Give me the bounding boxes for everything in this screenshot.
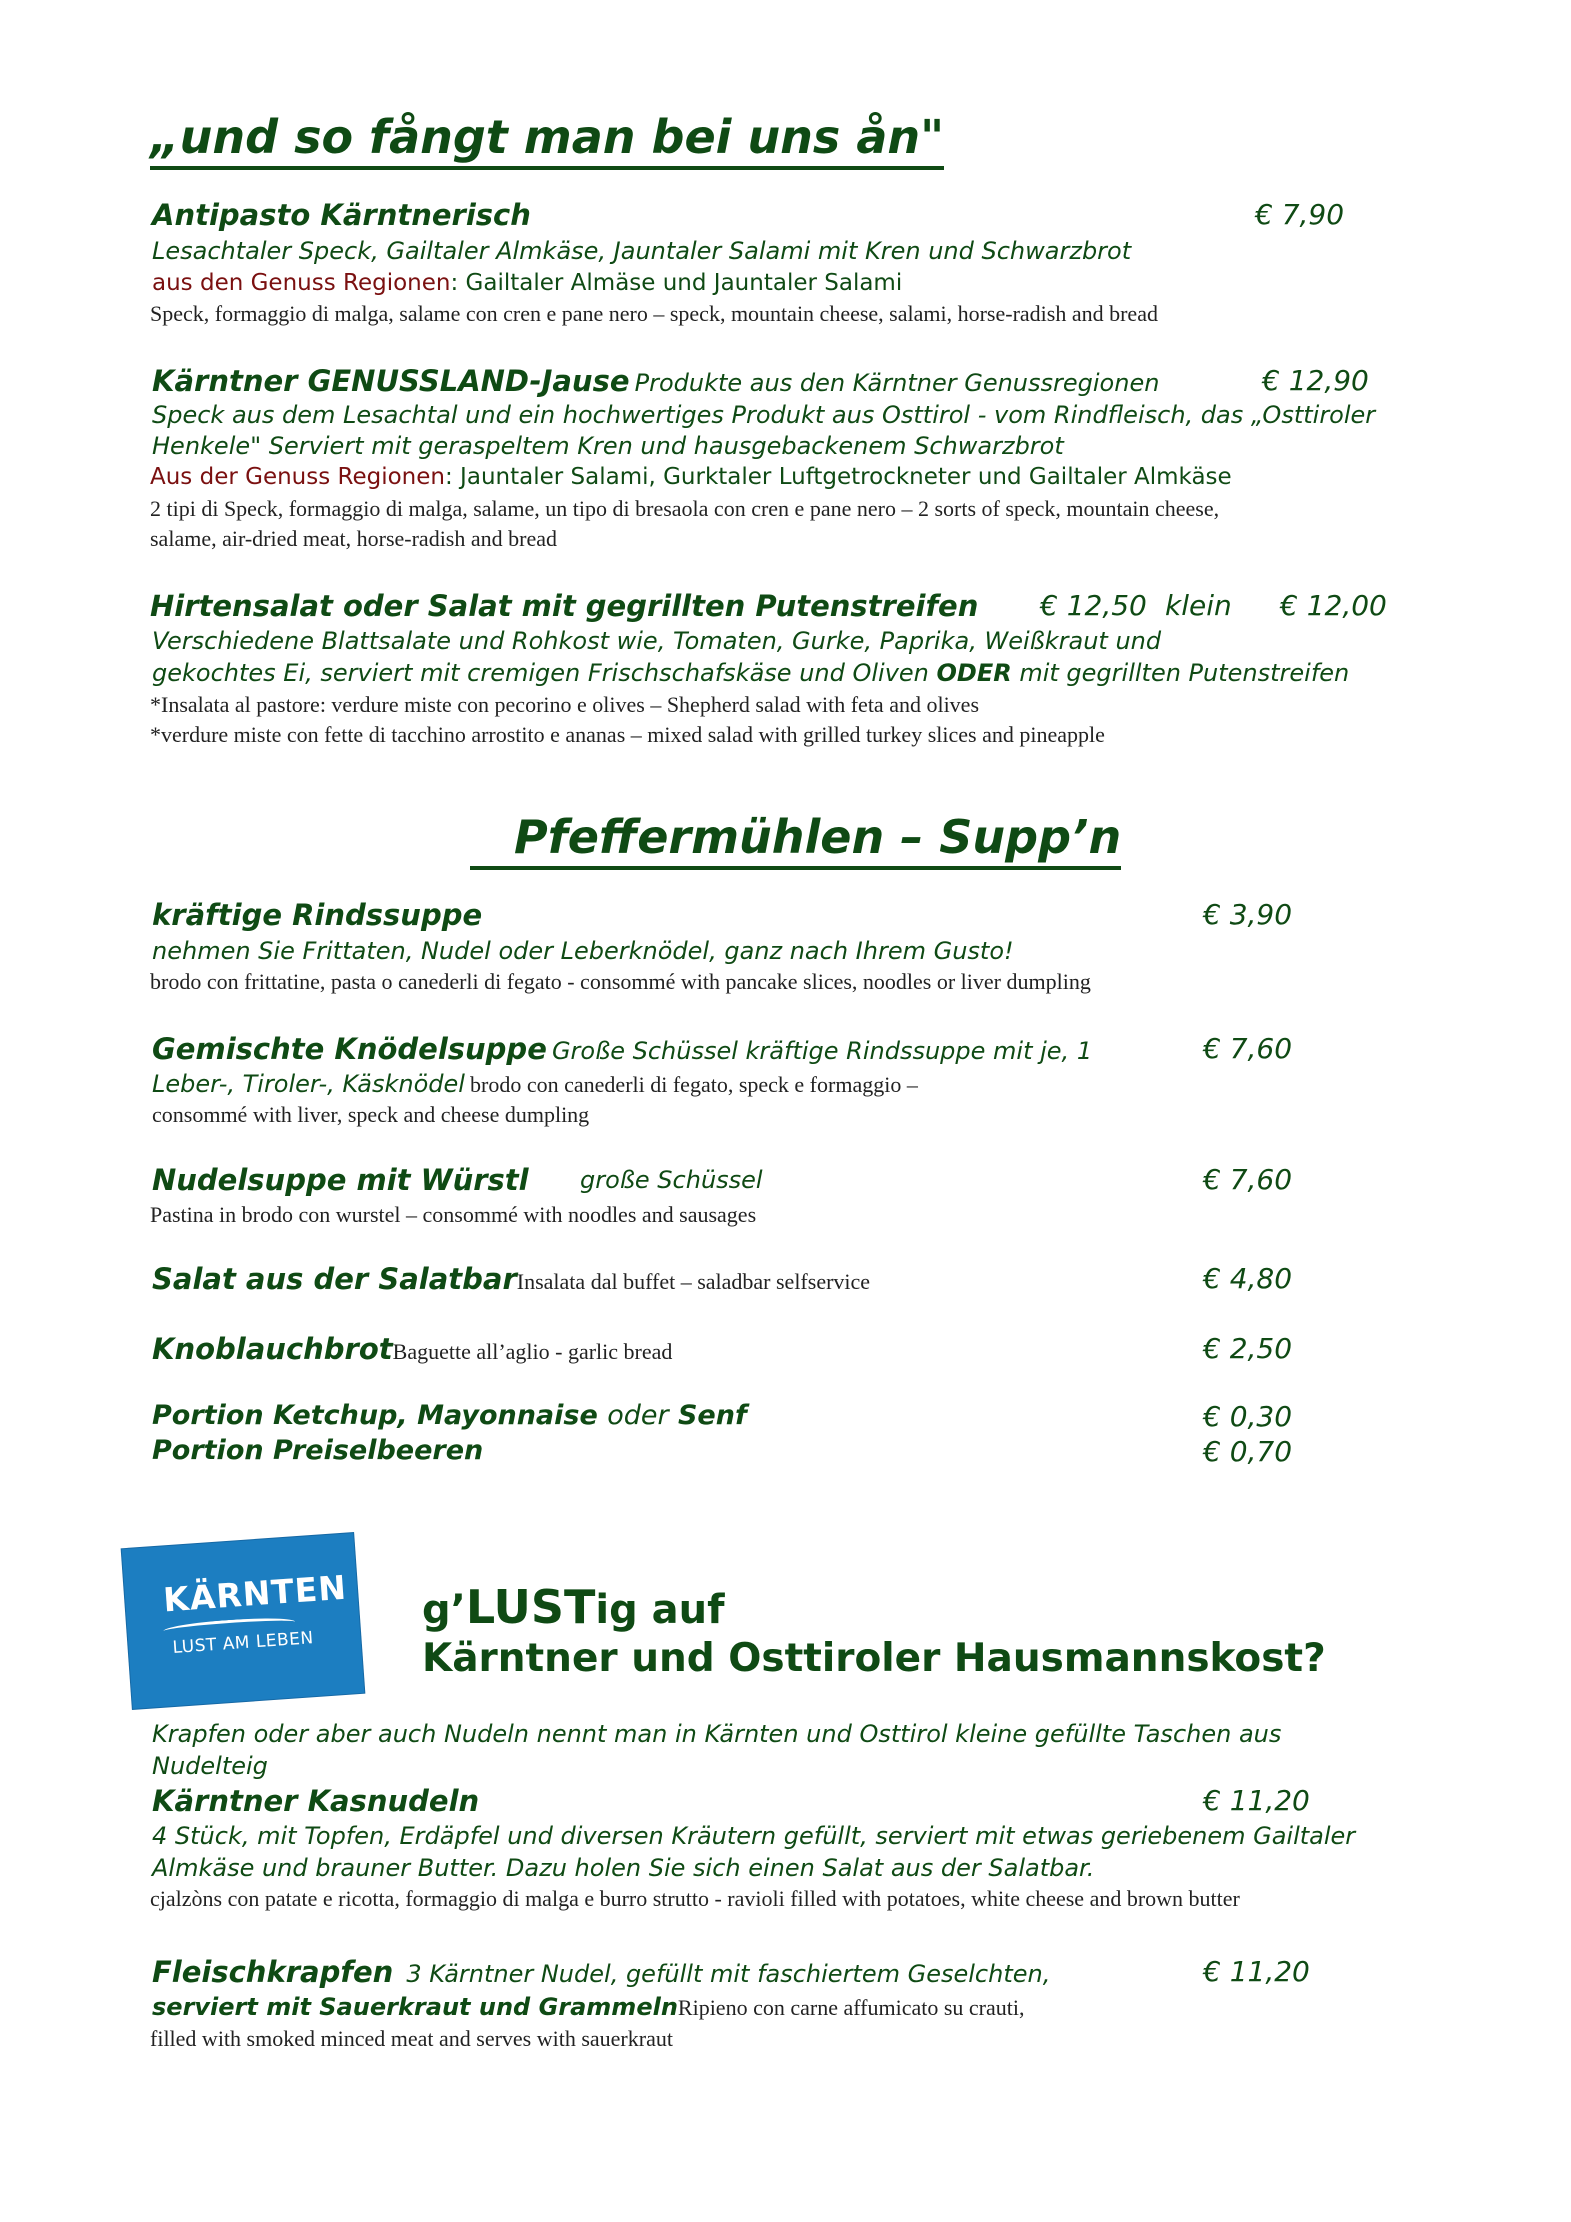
starters-title: „und so fångt man bei uns ån" <box>150 110 944 170</box>
extras-line1 <box>152 1400 747 1431</box>
salad-small-price: € 12,00 <box>1280 589 1387 622</box>
knoedelsuppe-header <box>152 1032 1092 1066</box>
salad-desc2-c: mit gegrillten Putenstreifen <box>1011 659 1350 687</box>
jause-desc1: Speck aus dem Lesachtal und ein hochwertiges Produkt aus Osttirol - vom Rindfleisch, das „Osttiroler <box>152 401 1376 429</box>
kasnudeln-desc1: 4 Stück, mit Topfen, Erdäpfel und diversen Kräutern gefüllt, serviert mit etwas geriebenem Gailtaler <box>152 1822 1356 1850</box>
kaernten-logo <box>122 1533 365 1709</box>
antipasto-price: € 7,90 <box>1255 198 1345 231</box>
extras-line1-c: Senf <box>668 1400 747 1431</box>
extras-price2: € 0,70 <box>1203 1435 1293 1468</box>
fleischkrapfen-name: Fleischkrapfen <box>152 1955 394 1989</box>
jause-translation1: 2 tipi di Speck, formaggio di malga, salame, un tipo di bresaola con cren e pane nero – 2 sorts of speck, mountain cheese, <box>150 496 1220 521</box>
nudelsuppe-name: Nudelsuppe mit Würstl <box>152 1163 529 1197</box>
jause-name: Kärntner GENUSSLAND-Jause <box>152 364 630 398</box>
extras-line1-oder: oder <box>607 1400 669 1431</box>
fleischkrapfen-header <box>152 1955 1050 1989</box>
jause-region-label: Aus der Genuss Regionen <box>150 464 445 490</box>
jause-region-text: : Jauntaler Salami, Gurktaler Luftgetrockneter und Gailtaler Almkäse <box>445 464 1232 490</box>
jause-header <box>152 364 1159 398</box>
antipasto-region-text: : Gailtaler Almäse und Jauntaler Salami <box>450 270 903 296</box>
rindssuppe-desc: nehmen Sie Frittaten, Nudel oder Leberknödel, ganz nach Ihrem Gusto! <box>152 937 1014 965</box>
salatbar-translation: Insalata dal buffet – saladbar selfservice <box>516 1269 871 1294</box>
kasnudeln-translation: cjalzòns con patate e ricotta, formaggio di malga e burro strutto - ravioli filled with potatoes, white cheese and brown butter <box>150 1886 1240 1911</box>
lust-heading-c: ig auf <box>595 1587 725 1633</box>
antipasto-desc: Lesachtaler Speck, Gailtaler Almkäse, Jauntaler Salami mit Kren und Schwarzbrot <box>152 237 1132 265</box>
salad-desc1: Verschiedene Blattsalate und Rohkost wie, Tomaten, Gurke, Paprika, Weißkraut und <box>152 627 1162 655</box>
fleischkrapfen-sub: 3 Kärntner Nudel, gefüllt mit faschiertem Geselchten, <box>406 1960 1051 1988</box>
fleischkrapfen-translation1: Ripieno con carne affumicato su crauti, <box>677 1995 1025 2020</box>
lust-heading-line2: Kärntner und Osttiroler Hausmannskost? <box>422 1636 1326 1681</box>
knoedelsuppe-name: Gemischte Knödelsuppe <box>152 1032 547 1066</box>
antipasto-name: Antipasto Kärntnerisch <box>152 198 531 232</box>
antipasto-translation: Speck, formaggio di malga, salame con cren e pane nero – speck, mountain cheese, salami, horse-radish and bread <box>150 301 1158 326</box>
salad-price: € 12,50 <box>1040 589 1147 622</box>
salatbar-price: € 4,80 <box>1203 1262 1293 1295</box>
nudelsuppe-sub: große Schüssel <box>580 1166 763 1194</box>
jause-desc2: Henkele" Serviert mit geraspeltem Kren und hausgebackenem Schwarzbrot <box>152 432 1064 460</box>
lust-heading-line1 <box>422 1580 725 1634</box>
salad-small-label: klein <box>1165 589 1232 622</box>
extras-price1: € 0,30 <box>1203 1400 1293 1433</box>
salatbar-name: Salat aus der Salatbar <box>152 1262 517 1296</box>
nudelsuppe-translation: Pastina in brodo con wurstel – consommé with noodles and sausages <box>150 1202 757 1227</box>
knoedelsuppe-line2 <box>152 1070 918 1098</box>
jause-translation2: salame, air-dried meat, horse-radish and bread <box>150 526 557 551</box>
antipasto-region-label: aus den Genuss Regionen <box>152 270 451 296</box>
soups-title: Pfeffermühlen – Supp’n <box>470 810 1121 870</box>
jause-region <box>150 464 1232 490</box>
knoedelsuppe-translation2: consommé with liver, speck and cheese dumpling <box>152 1102 590 1127</box>
extras-line2: Portion Preiselbeeren <box>152 1435 484 1466</box>
salad-desc2-a: gekochtes Ei, serviert mit cremigen Frischschafskäse und Oliven <box>152 659 937 687</box>
nudelsuppe-price: € 7,60 <box>1203 1163 1293 1196</box>
salad-translation1: *Insalata al pastore: verdure miste con pecorino e olives – Shepherd salad with feta and olives <box>150 692 980 717</box>
intro-line1: Krapfen oder aber auch Nudeln nennt man in Kärnten und Osttirol kleine gefüllte Taschen aus <box>152 1720 1282 1748</box>
rindssuppe-translation: brodo con frittatine, pasta o canederli di fegato - consommé with pancake slices, noodles or liver dumpling <box>150 969 1091 994</box>
logo-text-main: KÄRNTEN <box>161 1567 349 1620</box>
extras-line1-a: Portion Ketchup, Mayonnaise <box>152 1400 608 1431</box>
fleischkrapfen-translation2: filled with smoked minced meat and serves with sauerkraut <box>150 2026 673 2051</box>
knoblauchbrot-name: Knoblauchbrot <box>152 1332 393 1366</box>
salad-name: Hirtensalat oder Salat mit gegrillten Putenstreifen <box>150 589 979 623</box>
antipasto-region <box>152 270 902 296</box>
rindssuppe-price: € 3,90 <box>1203 898 1293 931</box>
knoblauchbrot-translation: Baguette all’aglio - garlic bread <box>392 1339 673 1364</box>
knoedelsuppe-sub: Große Schüssel kräftige Rindssuppe mit je, 1 <box>551 1037 1093 1065</box>
fleischkrapfen-line2 <box>152 1993 1024 2021</box>
lust-heading-a: g’ <box>422 1587 466 1633</box>
knoedelsuppe-price: € 7,60 <box>1203 1032 1293 1065</box>
lust-heading-b: LUST <box>465 1580 596 1634</box>
kasnudeln-name: Kärntner Kasnudeln <box>152 1784 480 1818</box>
knoblauchbrot-row <box>152 1332 672 1366</box>
jause-price: € 12,90 <box>1262 364 1369 397</box>
salatbar-row <box>152 1262 870 1296</box>
salad-translation2: *verdure miste con fette di tacchino arrostito e ananas – mixed salad with grilled turkey slices and pineapple <box>150 722 1105 747</box>
knoedelsuppe-desc: Leber-, Tiroler-, Käsknödel <box>152 1070 465 1098</box>
salad-desc2 <box>152 659 1349 687</box>
fleischkrapfen-bold: serviert mit Sauerkraut und Grammeln <box>152 1993 678 2021</box>
intro-line2: Nudelteig <box>152 1752 268 1780</box>
jause-sub: Produkte aus den Kärntner Genussregionen <box>634 369 1160 397</box>
kasnudeln-desc2: Almkäse und brauner Butter. Dazu holen Sie sich einen Salat aus der Salatbar. <box>152 1854 1095 1882</box>
knoblauchbrot-price: € 2,50 <box>1203 1332 1293 1365</box>
kasnudeln-price: € 11,20 <box>1203 1784 1310 1817</box>
logo-text-sub: LUST AM LEBEN <box>172 1628 315 1658</box>
fleischkrapfen-price: € 11,20 <box>1203 1955 1310 1988</box>
knoedelsuppe-translation1: brodo con canederli di fegato, speck e formaggio – <box>470 1072 918 1097</box>
salad-desc2-oder: ODER <box>936 659 1012 687</box>
rindssuppe-name: kräftige Rindssuppe <box>152 898 483 932</box>
